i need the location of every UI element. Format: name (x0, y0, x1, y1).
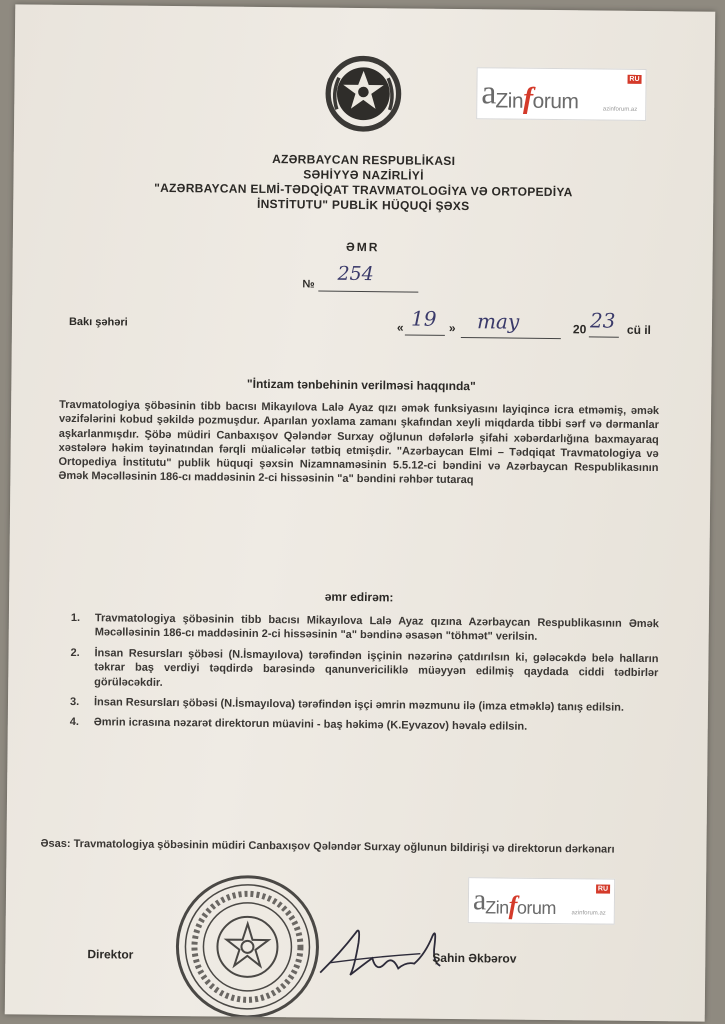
order-item (70, 646, 658, 695)
order-item-text: Əmrin icrasına nəzarət direktorun müavini - baş həkimə (K.Eyvazov) həvalə edilsin. (93, 716, 528, 734)
date-year-suffix: 23 (589, 308, 616, 333)
order-title: ƏMR (346, 239, 380, 255)
watermark-brand: Zinforum (495, 81, 579, 115)
watermark-logo-bottom (468, 877, 615, 925)
order-item-number: 4. (69, 716, 80, 729)
date-year-prefix: 20 (572, 322, 587, 337)
date-month: may (476, 309, 520, 334)
order-item-text: İnsan Resursları şöbəsi (N.İsmayılova) tərəfindən işçinin nəzərinə çatdırılsın ki, gələcəkdə belə halların təkrar baş verdiyi təqdirdə barəsində qanunvericiliklə müəyyən edilmiş qaydada ciddi tədbirlər görüləcəkdir. (94, 647, 659, 689)
date-quote-close: » (448, 320, 456, 335)
order-item (70, 695, 658, 716)
watermark-sub: azinforum.az (571, 910, 606, 917)
date-month-line (461, 337, 561, 339)
basis-text: Travmatologiya şöbəsinin müdiri Canbaxışov Qələndər Surxay oğlunun bildirişi və direktorun dərkənarı (73, 838, 615, 856)
header-institute-line2: İNSTİTUTU" PUBLİK HÜQUQİ ŞƏXS (256, 196, 470, 214)
header-ministry: SƏHİYYƏ NAZİRLİYİ (303, 167, 424, 183)
watermark-badge: RU (596, 884, 610, 893)
order-item-text: Travmatologiya şöbəsinin tibb bacısı Mikayılova Lalə Ayaz qızına Azərbaycan Respublikasının Əmək Məcəlləsinin 186-cı maddəsinin 2-ci hissəsinin "a" bəndinə əsasən "töhmət" verilsin. (94, 612, 659, 644)
date-day-line (405, 334, 445, 335)
order-item-text: İnsan Resursları şöbəsi (N.İsmayılova) tərəfindən işçi əmrin məzmunu ilə (imza etməklə) tanış edilsin. (93, 696, 625, 714)
order-item-number: 2. (70, 646, 80, 659)
date-year-word: cü il (626, 322, 652, 338)
document-page (5, 4, 716, 1021)
date-day: 19 (410, 306, 437, 331)
watermark-sub: azinforum.az (602, 106, 638, 113)
order-item-number: 3. (69, 696, 80, 709)
order-item-number: 1. (70, 611, 81, 625)
date-quote-open: « (396, 320, 404, 335)
basis-paragraph (40, 837, 658, 858)
preamble-text: Travmatologiya şöbəsinin tibb bacısı Mikayılova Lalə Ayaz qızı əmək funksiyasını layiqincə icra etməmiş, əmək vəzifələrini kobud şəkildə pozmuşdur. Aparılan yoxlama zamanı şkafından xeyli miqdarda tibbi sərf və dərmanlar aşkarlanmışdır. Şöbə müdiri Canbaxışov Qələndər Surxay oğlunun dəfələrlə şifahi xəbərdarlığına baxmayaraq xəstələrə həkim təyinatından fərqli müalicələr tətbiq etmişdir. "Azərbaycan Elmi – Tədqiqat Travmatologiya və Ortopediya İnstitutu" publik hüquqi şəxsin Nizamnaməsinin 5.5.12-ci bəndini və Azərbaycan Respublikasının Əmək Məcəlləsinin 186-cı maddəsinin 2-ci hissəsinin "a" bəndini rəhbər tutaraq (58, 398, 660, 487)
document-title: "İntizam tənbehinin verilməsi haqqında" (246, 376, 476, 394)
watermark-letter-a: a (481, 74, 496, 112)
watermark-logo (476, 67, 647, 121)
date (397, 308, 677, 343)
order-number-label: № (302, 278, 315, 291)
date-year-line (589, 336, 619, 337)
order-number-line (318, 291, 418, 293)
signatory-title: Direktor (87, 947, 134, 962)
city: Bakı şəhəri (68, 315, 128, 329)
order-number: 254 (337, 262, 374, 286)
order-verb: əmr edirəm: (324, 589, 394, 605)
signatory-name: Şahin Əkbərov (432, 950, 517, 966)
watermark-letter-a: a (472, 883, 486, 917)
header-institute-line1: "AZƏRBAYCAN ELMİ-TƏDQİQAT TRAVMATOLOGİYA VƏ ORTOPEDİYA (154, 180, 573, 200)
header-republic: AZƏRBAYCAN RESPUBLİKASI (272, 152, 456, 168)
order-item (71, 611, 659, 646)
order-item (70, 715, 658, 736)
official-seal-icon (172, 871, 324, 1022)
state-emblem-icon (319, 48, 408, 137)
watermark-badge: RU (627, 75, 641, 84)
watermark-brand: Zinforum (485, 890, 557, 920)
order-items (70, 611, 659, 742)
basis-label: Əsas: (40, 837, 71, 850)
